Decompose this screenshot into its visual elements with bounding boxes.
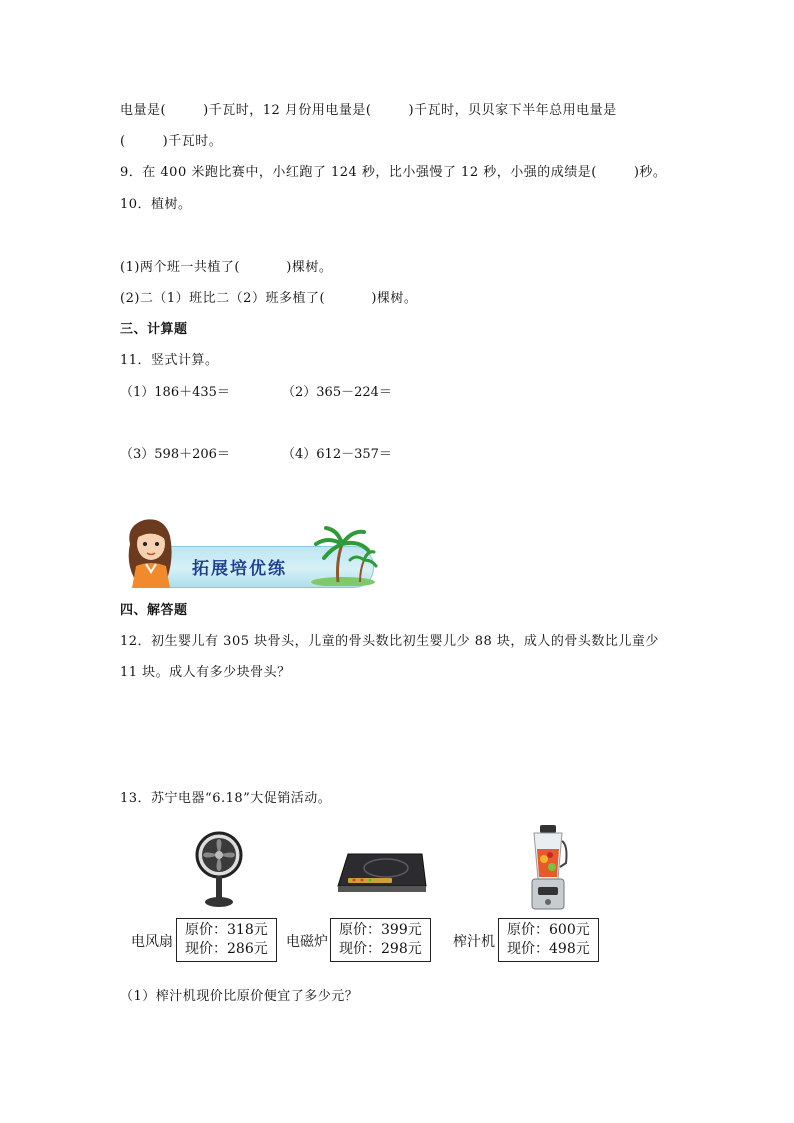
extension-practice-banner — [120, 516, 376, 588]
question-12-line-1: 12．初生婴儿有 305 块骨头，儿童的骨头数比初生婴儿少 88 块，成人的骨头数比儿童少 — [120, 634, 659, 649]
question-13-title: 13．苏宁电器“6.18”大促销活动。 — [120, 791, 332, 806]
q8-line-1: 电量是( )千瓦时，12 月份用电量是( )千瓦时，贝贝家下半年总用电量是 — [120, 103, 617, 118]
question-12-line-2: 11 块。成人有多少块骨头？ — [120, 665, 291, 680]
price-box-juicer — [498, 918, 599, 962]
question-11-title: 11．竖式计算。 — [120, 353, 219, 368]
calc-item-4: （4）612－357＝ — [282, 447, 392, 462]
fan-icon — [194, 830, 244, 910]
product-name-juicer: 榨汁机 — [453, 934, 495, 950]
current-price-induction-cooker: 现价：298元 — [339, 941, 422, 957]
calc-item-2: （2）365－224＝ — [282, 385, 392, 400]
calc-item-1: （1）186＋435＝ — [120, 385, 230, 400]
banner-title: 拓展培优练 — [192, 559, 287, 579]
palm-tree-icon — [308, 526, 378, 586]
question-10-sub-1: (1)两个班一共植了( )棵树。 — [120, 260, 333, 275]
question-9: 9．在 400 米跑比赛中，小红跑了 124 秒，比小强慢了 12 秒，小强的成绩是( )秒。 — [120, 165, 667, 180]
current-price-fan: 现价：286元 — [185, 941, 268, 957]
current-price-juicer: 现价：498元 — [507, 941, 590, 957]
girl-illustration — [120, 516, 182, 588]
product-name-fan: 电风扇 — [131, 934, 173, 950]
juicer-icon — [526, 823, 570, 913]
original-price-juicer: 原价：600元 — [507, 922, 590, 938]
price-box-induction-cooker — [330, 918, 431, 962]
product-name-induction-cooker: 电磁炉 — [286, 934, 328, 950]
question-10-title: 10．植树。 — [120, 197, 192, 212]
section-4-heading: 四、解答题 — [120, 603, 188, 618]
section-3-heading: 三、计算题 — [120, 322, 188, 337]
original-price-induction-cooker: 原价：399元 — [339, 922, 422, 938]
price-box-fan — [176, 918, 277, 962]
question-10-sub-2: (2)二（1）班比二（2）班多植了( )棵树。 — [120, 291, 418, 306]
question-13-sub-1: （1）榨汁机现价比原价便宜了多少元？ — [120, 989, 359, 1004]
q8-line-2: ( )千瓦时。 — [120, 134, 223, 149]
calc-item-3: （3）598＋206＝ — [120, 447, 230, 462]
induction-cooker-icon — [334, 848, 428, 898]
original-price-fan: 原价：318元 — [185, 922, 268, 938]
